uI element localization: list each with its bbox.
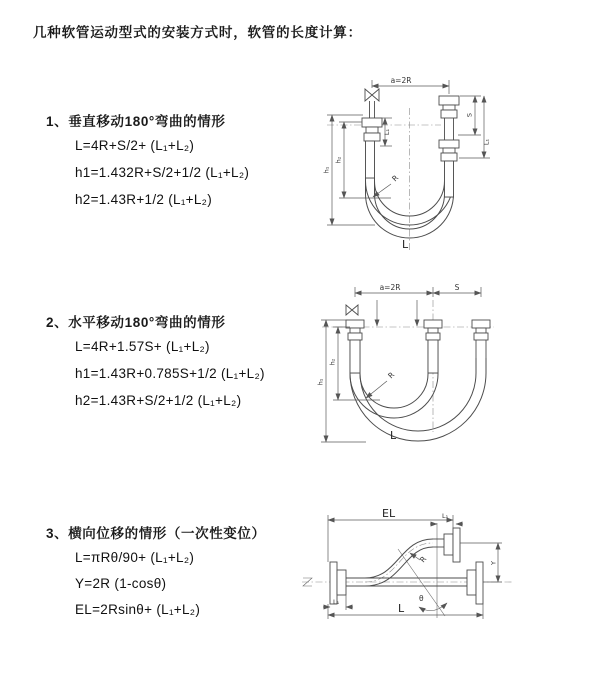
radius-label: R	[386, 370, 397, 381]
hose-u-wide	[350, 358, 486, 441]
dim-a2r-label: a=2R	[390, 76, 412, 85]
section-2-heading: 2、水平移动180°弯曲的情形	[46, 315, 226, 330]
section-2-formula-h2: h2=1.43R+S/2+1/2 (L₁+L₂)	[75, 393, 242, 408]
section-3-formula-y: Y=2R (1-cosθ)	[75, 576, 167, 591]
right-fitting	[439, 96, 459, 197]
valve-icon	[346, 305, 358, 315]
dimension-lines	[327, 80, 490, 225]
right-lower-flange	[467, 562, 483, 604]
radius-label: R	[417, 554, 429, 565]
dim-h2-label: h₂	[334, 156, 343, 164]
section-1-formula-l: L=4R+S/2+ (L₁+L₂)	[75, 138, 195, 153]
dim-h1-label: h₁	[316, 378, 325, 386]
hose-u-narrow	[350, 373, 438, 418]
middle-fitting	[424, 320, 442, 373]
diagram-vertical-180-bend	[313, 68, 503, 256]
dim-h1-label: h₁	[322, 166, 331, 174]
section-3-formula-l: L=πRθ/90+ (L₁+L₂)	[75, 550, 195, 565]
angle-theta-label: θ	[419, 594, 424, 603]
construction-lines	[398, 523, 447, 618]
section-3-heading: 3、横向位移的情形（一次性变位）	[46, 526, 266, 541]
right-fitting	[472, 320, 490, 358]
dim-el-label: EL	[382, 507, 396, 520]
length-label: L	[398, 602, 405, 615]
dim-s-label: S	[465, 112, 474, 118]
valve-icon	[365, 89, 379, 101]
section-2-formula-l: L=4R+1.57S+ (L₁+L₂)	[75, 339, 210, 354]
diagram-lateral-displacement	[298, 503, 518, 633]
section-1-formula-h1: h1=1.432R+S/2+1/2 (L₁+L₂)	[75, 165, 250, 180]
radius-label: R	[390, 173, 401, 184]
section-3-formula-el: EL=2Rsinθ+ (L₁+L₂)	[75, 602, 201, 617]
section-2-formula-h1: h1=1.43R+0.785S+1/2 (L₁+L₂)	[75, 366, 265, 381]
dim-y-label: Y	[489, 561, 498, 565]
length-label: L	[402, 238, 409, 251]
dim-h2-label: h₂	[328, 358, 337, 366]
dim-l1-left-label: L₁	[383, 128, 391, 136]
dim-l1-bottom-label: L₁	[333, 598, 340, 606]
dim-a2r-label: a=2R	[379, 283, 401, 292]
section-1-heading: 1、垂直移动180°弯曲的情形	[46, 114, 226, 129]
dim-l1-right-label: L₁	[482, 138, 491, 146]
left-fitting	[346, 320, 364, 373]
dim-l1-top-label: L₁	[442, 512, 449, 520]
dimension-lines	[321, 287, 481, 442]
section-1-formula-h2: h2=1.43R+1/2 (L₁+L₂)	[75, 192, 213, 207]
dim-s-label: S	[454, 283, 460, 292]
left-fitting	[362, 101, 382, 178]
diagram-horizontal-180-bend	[308, 282, 500, 454]
dimension-lines	[323, 515, 502, 619]
length-label: L	[390, 429, 397, 442]
page-title: 几种软管运动型式的安装方式时，软管的长度计算：	[33, 25, 362, 40]
